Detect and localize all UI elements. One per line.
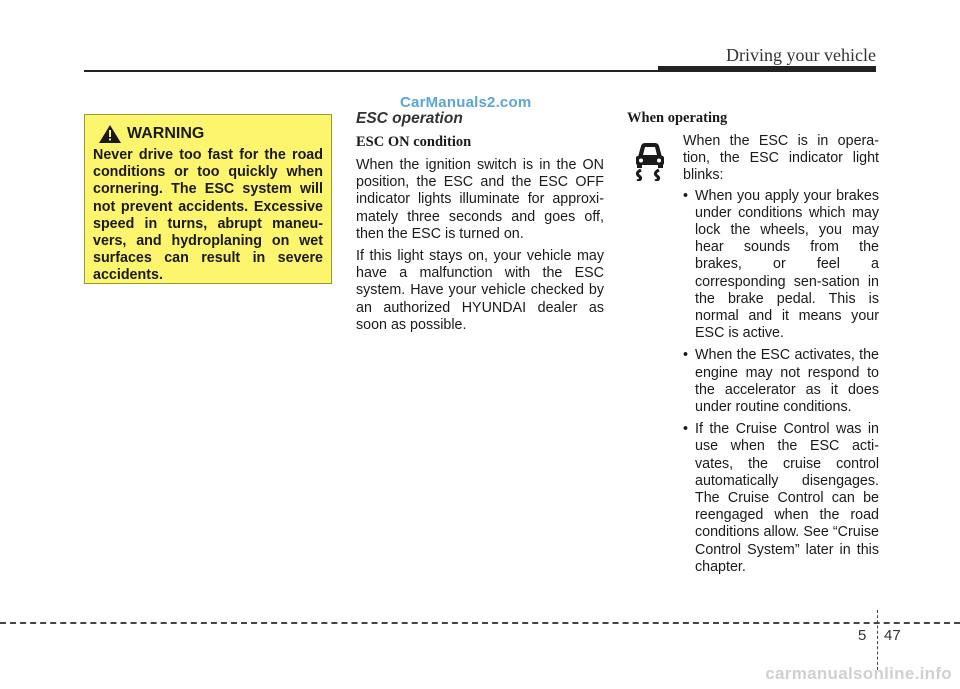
bullet-list bbox=[627, 188, 879, 576]
header-title: Driving your vehicle bbox=[726, 45, 876, 65]
warning-icon bbox=[99, 125, 121, 143]
intro-block bbox=[627, 133, 879, 185]
warning-header bbox=[99, 125, 323, 143]
watermark-bottom: carmanualsonline.info bbox=[765, 664, 952, 683]
watermark-top: CarManuals2.com bbox=[400, 94, 532, 111]
paragraph: When the ignition switch is in the ON position, the ESC and the ESC OFF indicator lights illuminate for approxi-mately three seconds and goes off, then the ESC is turned on. bbox=[356, 157, 604, 242]
list-item: • If the Cruise Control was in use when the ESC acti-vates, the cruise control automatically disengages. The Cruise Control can be reengaged when the road conditions allow. See “Cruise Control System” later in this chapter. bbox=[683, 421, 879, 576]
esc-indicator-icon bbox=[627, 135, 673, 181]
paragraph: If this light stays on, your vehicle may have a malfunction with the ESC system. Have your vehicle checked by an authorized HYUNDAI dealer as soon as possible. bbox=[356, 248, 604, 333]
list-item: • When you apply your brakes under conditions which may lock the wheels, you may hear sounds from the brakes, or feel a corresponding sen-sation in the brake pedal. This is normal and it means your ESC is active. bbox=[683, 188, 879, 343]
warning-box bbox=[84, 114, 332, 284]
list-item: • When the ESC activates, the engine may not respond to the accelerator as it does under routine conditions. bbox=[683, 347, 879, 416]
warning-title: WARNING bbox=[127, 125, 205, 142]
header-rule-accent bbox=[658, 66, 876, 72]
warning-text: Never drive too fast for the road conditions or too quickly when cornering. The ESC system will not prevent accidents. Excessive speed in turns, abrupt maneu-vers, and hydroplaning on wet surfaces can result in severe accidents. bbox=[93, 147, 323, 284]
footer-rule bbox=[0, 622, 960, 624]
esc-operation-section bbox=[356, 110, 604, 339]
section-title: ESC operation bbox=[356, 110, 463, 127]
chapter-number: 5 bbox=[858, 627, 867, 644]
when-operating-section bbox=[627, 110, 879, 581]
intro-text: When the ESC is in opera-tion, the ESC indicator light blinks: bbox=[683, 133, 879, 184]
section-title: When operating bbox=[627, 110, 728, 126]
footer-divider bbox=[877, 610, 878, 670]
subsection-title: ESC ON condition bbox=[356, 134, 472, 150]
page-number: 47 bbox=[884, 627, 901, 644]
